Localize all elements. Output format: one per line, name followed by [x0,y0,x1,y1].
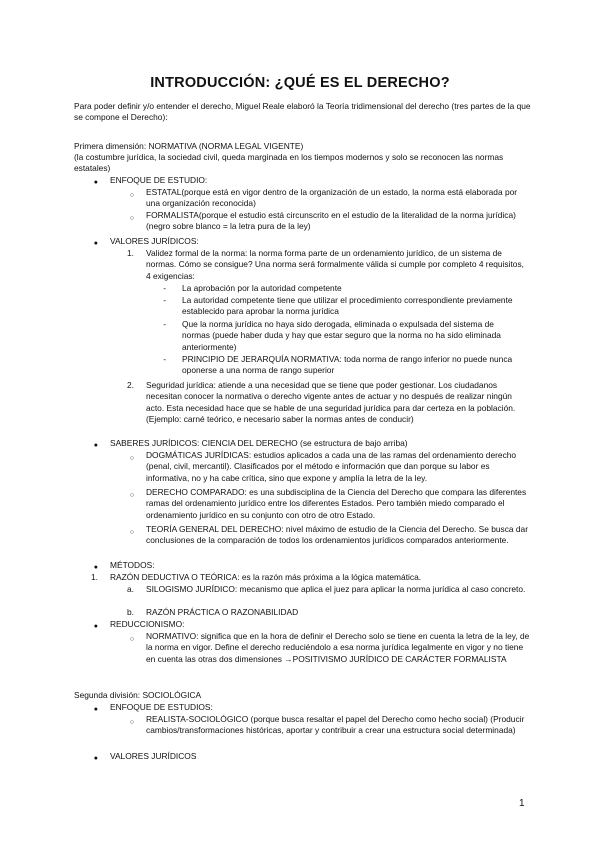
seguridad-item: Seguridad jurídica: atiende a una necesidad que se tiene que poder gestionar. Los ciudadanos necesitan conocer la normativa o derecho vigente antes de actuar y no después de realizar ningún acto. Esta necesidad hace que se hable de una seguridad jurídica para dar certeza en la población. (Ejemplo: carné teórico, e necesario saber la normas antes de conducir) [146,380,516,425]
dimension-2-heading: Segunda división: SOCIOLÓGICA [74,690,202,700]
list-number: 1. [91,572,98,582]
page-title: INTRODUCCIÓN: ¿QUÉ ES EL DERECHO? [150,75,450,91]
circle-bullet-icon: ○ [129,719,134,726]
bullet-icon: ● [93,755,98,762]
normativo-item: NORMATIVO: significa que en la hora de definir el Derecho solo se tiene en cuenta la letra de la ley, de la norma en vigor. Define el derecho reduciéndolo a esa norma jurídica legalmente en vigor y no tiene en cuenta las otras dos dimensiones →POSITIVISMO JURÍDICO DE CARÁCTER FORMALISTA [146,631,530,664]
estatal-item: ESTATAL(porque está en vigor dentro de la organización de un estado, la norma está elaborada por una organización reconocida) [146,187,518,209]
list-number: 1. [127,248,134,258]
bullet-icon: ● [93,240,98,247]
dash-marker: - [163,319,166,329]
reduccionismo-heading: REDUCCIONISMO: [110,619,185,629]
dash-marker: - [163,295,166,305]
dash-marker: - [163,354,166,364]
list-letter: b. [127,607,134,617]
dimension-1-heading: Primera dimensión: NORMATIVA (NORMA LEGAL VIGENTE) [74,141,304,151]
list-letter: a. [127,584,134,594]
bullet-icon: ● [93,564,98,571]
valores-heading: VALORES JURÍDICOS: [110,236,199,246]
formalista-item: FORMALISTA(porque el estudio está circunscrito en el estudio de la literalidad de la norma jurídica) (negro sobre blanco = la letra pura de la ley) [146,210,516,232]
bullet-icon: ● [93,442,98,449]
enfoque-2-heading: ENFOQUE DE ESTUDIOS: [110,702,213,712]
page-number: 1 [519,798,525,809]
dogmaticas-item: DOGMÁTICAS JURÍDICAS: estudios aplicados a cada una de las ramas del ordenamiento derecho (penal, civil, mercantil). Clasificados por el método e información que dan porque su labor es informativa, no y ha cabe crítica, sino que expone y amplía la letra de la ley. [146,450,517,483]
valores-2-heading: VALORES JURÍDICOS [110,751,197,761]
teoria-item: TEORÍA GENERAL DEL DERECHO: nivel máximo de estudio de la Ciencia del Derecho. Se busca dar conclusiones de la comparación de todos los ordenamientos jurídicos comparados anteriormente. [146,524,529,546]
comparado-item: DERECHO COMPARADO: es una subdisciplina de la Ciencia del Derecho que compara las diferentes ramas del ordenamiento jurídico entre los diferentes Estados. Pero también miedo comparado el ordenamiento jurídico en su conjunto con otro de otro Estado. [146,487,527,520]
razon-deductiva-item: RAZÓN DEDUCTIVA O TEÓRICA: es la razón más próxima a la lógica matemática. [110,572,422,582]
silogismo-item: SILOGISMO JURÍDICO: mecanismo que aplica el juez para aplicar la norma jurídica al caso concreto. [146,584,526,594]
bullet-icon: ● [93,179,98,186]
saberes-heading: SABERES JURÍDICOS: CIENCIA DEL DERECHO (se estructura de bajo arriba) [110,438,408,448]
circle-bullet-icon: ○ [129,215,134,222]
razon-practica-item: RAZÓN PRÁCTICA O RAZONABILIDAD [146,607,299,617]
bullet-icon: ● [93,623,98,630]
list-number: 2. [127,380,134,390]
requisito-2: La autoridad competente tiene que utilizar el procedimiento correspondiente previamente establecido para aprobar la norma jurídica [182,295,513,317]
requisito-3: Que la norma jurídica no haya sido derogada, eliminada o expulsada del sistema de normas (puede haber duda y hay que estar seguro que la norma no ha sido eliminada anteriormente) [182,319,501,352]
circle-bullet-icon: ○ [129,636,134,643]
dash-marker: - [163,283,166,293]
enfoque-heading: ENFOQUE DE ESTUDIO: [110,175,208,185]
validez-item: Validez formal de la norma: la norma forma parte de un ordenamiento jurídico, de un sistema de normas. Cómo se consigue? Una norma será formalmente válida si cumple por completo 4 requisitos, 4 exigencias: [146,248,524,281]
circle-bullet-icon: ○ [129,492,134,499]
dimension-1-note: (la costumbre jurídica, la sociedad civil, queda marginada en los tiempos modernos y solo se reconocen las normas estatales) [74,152,504,174]
circle-bullet-icon: ○ [129,529,134,536]
circle-bullet-icon: ○ [129,455,134,462]
requisito-4: PRINCIPIO DE JERARQUÍA NORMATIVA: toda norma de rango inferior no puede nunca oponerse a una norma de rango superior [182,354,513,376]
bullet-icon: ● [93,706,98,713]
intro-paragraph: Para poder definir y/o entender el derecho, Miguel Reale elaboró la Teoría tridimensional del derecho (tres partes de la que se compone el Derecho): [74,101,531,123]
realista-item: REALISTA-SOCIOLÓGICO (porque busca resaltar el papel del Derecho como hecho social) (Producir cambios/transformaciones históricas, aportar y contribuir a crear una estructura social determinada) [146,714,525,736]
requisito-1: La aprobación por la autoridad competente [182,283,342,293]
metodos-heading: MÉTODOS: [110,560,155,570]
circle-bullet-icon: ○ [129,192,134,199]
